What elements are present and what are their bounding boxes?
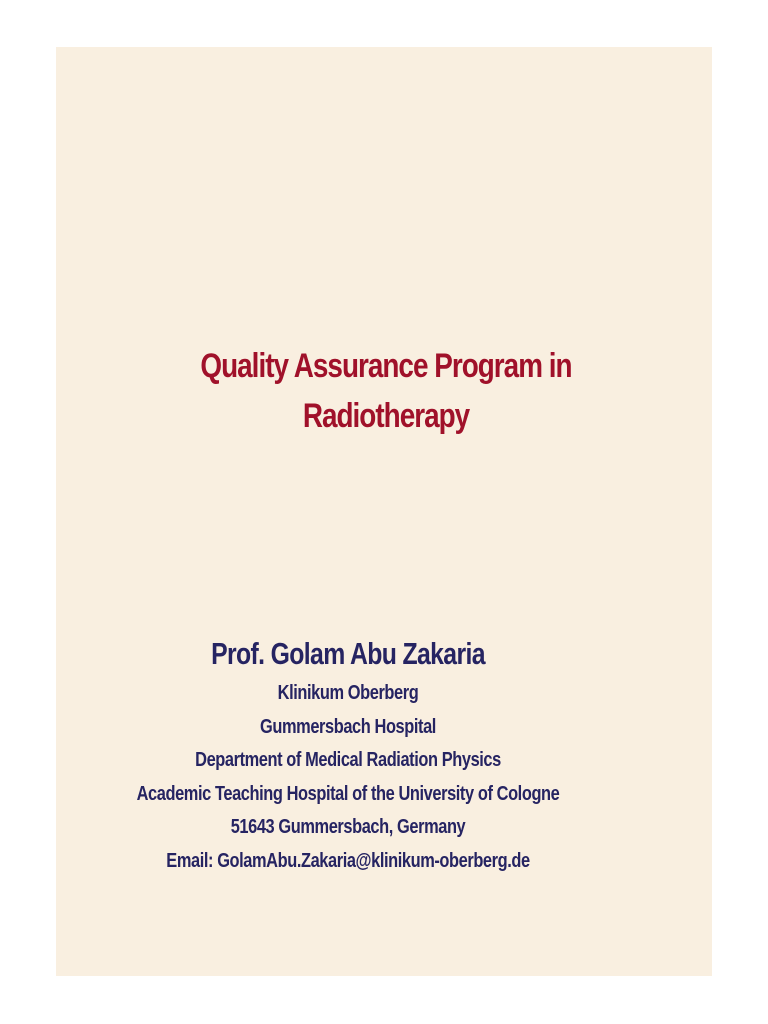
- affiliation-department: Department of Medical Radiation Physics: [195, 749, 501, 772]
- affiliation-university: Academic Teaching Hospital of the University of Cologne: [136, 782, 560, 805]
- title-line-2: Radiotherapy: [302, 397, 470, 435]
- title-line-1: Quality Assurance Program in: [200, 347, 572, 385]
- slide-page: [56, 47, 712, 976]
- slide-title: [115, 341, 656, 441]
- affiliation-address: 51643 Gummersbach, Germany: [230, 816, 466, 839]
- affiliation-email: Email: GolamAbu.Zakaria@klinikum-oberberg.de: [166, 849, 530, 872]
- author-name: Prof. Golam Abu Zakaria: [211, 636, 485, 671]
- affiliation-hospital-english: Gummersbach Hospital: [260, 715, 436, 738]
- author-affiliation: [109, 677, 588, 879]
- affiliation-hospital: Klinikum Oberberg: [277, 682, 419, 704]
